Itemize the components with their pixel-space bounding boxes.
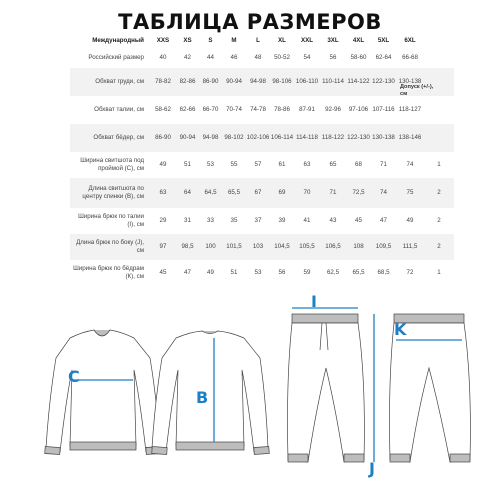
table-cell: 47 — [184, 269, 191, 276]
row-label: Российский размер — [88, 54, 144, 61]
table-cell: 122-130 — [346, 124, 371, 152]
table-cell: 74 — [406, 161, 414, 168]
measure-i-label: I — [311, 292, 317, 311]
table-cell: 33 — [207, 217, 214, 224]
table-cell: 97-106 — [348, 106, 369, 113]
table-cell: 106,5 — [320, 234, 346, 260]
table-cell: 114-118 — [294, 124, 320, 152]
table-cell: 103 — [246, 234, 270, 260]
table-cell: 49 — [406, 217, 414, 224]
table-cell: 66-70 — [202, 106, 219, 113]
table-cell: 94-98 — [246, 68, 270, 96]
tolerance-cell: 1 — [437, 269, 441, 276]
table-cell: 62-64 — [375, 54, 392, 61]
table-cell: 63 — [150, 178, 176, 208]
table-cell: 64 — [176, 178, 199, 208]
garment-illustration — [0, 290, 500, 500]
table-cell: 78-86 — [274, 106, 290, 113]
tolerance-cell: 1 — [437, 161, 441, 168]
table-row — [70, 96, 454, 124]
table-cell: 98-102 — [222, 124, 246, 152]
size-header: XXS — [156, 37, 170, 44]
table-cell: 53 — [254, 269, 262, 276]
table-row — [70, 260, 454, 286]
table-cell: 65,5 — [222, 178, 246, 208]
table-cell: 56 — [329, 54, 337, 61]
table-cell: 40 — [159, 54, 167, 61]
table-cell: 67 — [246, 178, 270, 208]
size-header: XXL — [300, 37, 314, 44]
table-cell: 41 — [303, 217, 311, 224]
table-cell: 98-106 — [270, 68, 294, 96]
table-cell: 122-130 — [371, 68, 396, 96]
row-label: Ширина брюк по талии (I), см — [78, 213, 144, 228]
table-cell: 130-138 — [396, 68, 424, 96]
table-cell: 106-110 — [294, 68, 320, 96]
table-cell: 71 — [320, 178, 346, 208]
pants-front — [288, 314, 365, 462]
table-cell: 92-96 — [325, 106, 341, 113]
table-cell: 82-86 — [176, 68, 199, 96]
row-label: Обхват талии, см — [94, 106, 144, 113]
table-cell: 56 — [278, 269, 286, 276]
tolerance-label: Допуск (+/-), см — [400, 84, 434, 97]
tolerance-cell — [424, 48, 454, 68]
table-cell: 105,5 — [294, 234, 320, 260]
table-cell: 65 — [329, 161, 337, 168]
table-cell: 47 — [380, 217, 387, 224]
size-header: M — [231, 37, 237, 44]
table-cell: 130-138 — [371, 124, 396, 152]
table-cell: 29 — [159, 217, 167, 224]
table-cell: 68,5 — [377, 269, 390, 276]
table-corner-header: Международный — [92, 37, 144, 44]
table-cell: 90-94 — [222, 68, 246, 96]
row-label: Длина брюк по боку (J), см — [70, 234, 150, 260]
table-cell: 58-60 — [350, 54, 367, 61]
table-cell: 49 — [159, 161, 167, 168]
table-cell: 86-90 — [150, 124, 176, 152]
table-cell: 106-114 — [270, 124, 294, 152]
table-row — [70, 178, 454, 208]
size-header: 4XL — [352, 37, 365, 44]
table-cell: 90-94 — [176, 124, 199, 152]
table-cell: 68 — [355, 161, 362, 168]
row-label: Длина свитшота по центру спинки (В), см — [70, 178, 150, 208]
row-label: Ширина свитшота под проймой (С), см — [80, 157, 144, 172]
table-cell: 70 — [294, 178, 320, 208]
table-cell: 45 — [159, 269, 167, 276]
table-cell: 98,5 — [176, 234, 199, 260]
table-cell: 48 — [254, 54, 262, 61]
size-header: 3XL — [327, 37, 339, 44]
table-cell: 64,5 — [199, 178, 222, 208]
table-cell: 51 — [184, 161, 191, 168]
tolerance-cell — [424, 124, 454, 152]
table-cell: 53 — [207, 161, 214, 168]
table-cell: 118-127 — [398, 106, 422, 113]
size-header: L — [256, 37, 260, 44]
table-cell: 62,5 — [326, 269, 340, 276]
tolerance-cell: 2 — [424, 234, 454, 260]
table-header-row — [70, 34, 454, 48]
table-row — [70, 48, 454, 68]
measure-c-label: C — [68, 367, 80, 386]
table-row — [70, 124, 454, 152]
table-cell: 59 — [303, 269, 311, 276]
table-cell: 72,5 — [346, 178, 371, 208]
table-cell: 111,5 — [396, 234, 424, 260]
table-cell: 49 — [207, 269, 214, 276]
measure-k-label: K — [394, 320, 407, 339]
tolerance-cell: 2 — [437, 217, 441, 224]
row-label: Ширина брюк по бёдрам (К), см — [73, 265, 144, 280]
table-cell: 74 — [371, 178, 396, 208]
row-label: Обхват бёдер, см — [70, 124, 150, 152]
measure-b-label: B — [196, 388, 209, 407]
page-title: ТАБЛИЦА РАЗМЕРОВ — [118, 10, 382, 34]
table-row — [70, 234, 454, 260]
table-cell: 44 — [207, 54, 214, 61]
table-cell: 69 — [270, 178, 294, 208]
table-cell: 109,5 — [371, 234, 396, 260]
table-row — [70, 152, 454, 178]
table-cell: 71 — [380, 161, 387, 168]
table-row — [70, 208, 454, 234]
table-cell: 138-146 — [396, 124, 424, 152]
table-cell: 42 — [184, 54, 191, 61]
table-cell: 107-116 — [372, 106, 395, 113]
table-cell: 108 — [346, 234, 371, 260]
table-cell: 87-91 — [299, 106, 315, 113]
table-cell: 31 — [184, 217, 191, 224]
table-cell: 50-52 — [274, 54, 290, 61]
sweatshirt-back — [152, 331, 270, 455]
table-cell: 70-74 — [226, 106, 242, 113]
table-cell: 75 — [396, 178, 424, 208]
table-cell: 97 — [150, 234, 176, 260]
table-cell: 101,5 — [222, 234, 246, 260]
table-cell: 65,5 — [352, 269, 365, 276]
table-cell: 45 — [355, 217, 362, 224]
table-cell: 61 — [278, 161, 286, 168]
table-cell: 118-122 — [320, 124, 346, 152]
table-cell: 72 — [406, 269, 414, 276]
table-cell: 102-106 — [246, 124, 270, 152]
table-cell: 54 — [303, 54, 311, 61]
table-cell: 37 — [254, 217, 262, 224]
size-table — [70, 34, 454, 286]
table-cell: 63 — [303, 161, 311, 168]
table-cell: 51 — [230, 269, 238, 276]
sweatshirt-front — [45, 330, 162, 455]
table-cell: 100 — [199, 234, 222, 260]
tolerance-cell — [424, 96, 454, 124]
size-header: XS — [183, 37, 192, 44]
table-cell: 78-82 — [150, 68, 176, 96]
size-header: XL — [278, 37, 286, 44]
table-cell: 86-90 — [199, 68, 222, 96]
table-cell: 57 — [254, 161, 262, 168]
table-cell: 58-62 — [155, 106, 171, 113]
size-header: 6XL — [404, 37, 416, 44]
table-cell: 114-122 — [346, 68, 371, 96]
table-cell: 35 — [230, 217, 238, 224]
table-cell: 62-66 — [179, 106, 196, 113]
size-header: S — [208, 37, 213, 44]
table-cell: 74-78 — [250, 106, 266, 113]
table-cell: 39 — [278, 217, 286, 224]
table-cell: 55 — [230, 161, 238, 168]
tolerance-cell: 2 — [424, 178, 454, 208]
measure-j-label: J — [369, 459, 375, 478]
table-cell: 46 — [230, 54, 238, 61]
table-cell: 110-114 — [320, 68, 346, 96]
tolerance-header — [424, 34, 454, 48]
table-cell: 43 — [329, 217, 337, 224]
table-cell: 104,5 — [270, 234, 294, 260]
table-row — [70, 68, 454, 96]
table-cell: 66-68 — [402, 54, 418, 61]
table-cell: 94-98 — [199, 124, 222, 152]
row-label: Обхват груди, см — [70, 68, 150, 96]
size-header: 5XL — [377, 37, 390, 44]
